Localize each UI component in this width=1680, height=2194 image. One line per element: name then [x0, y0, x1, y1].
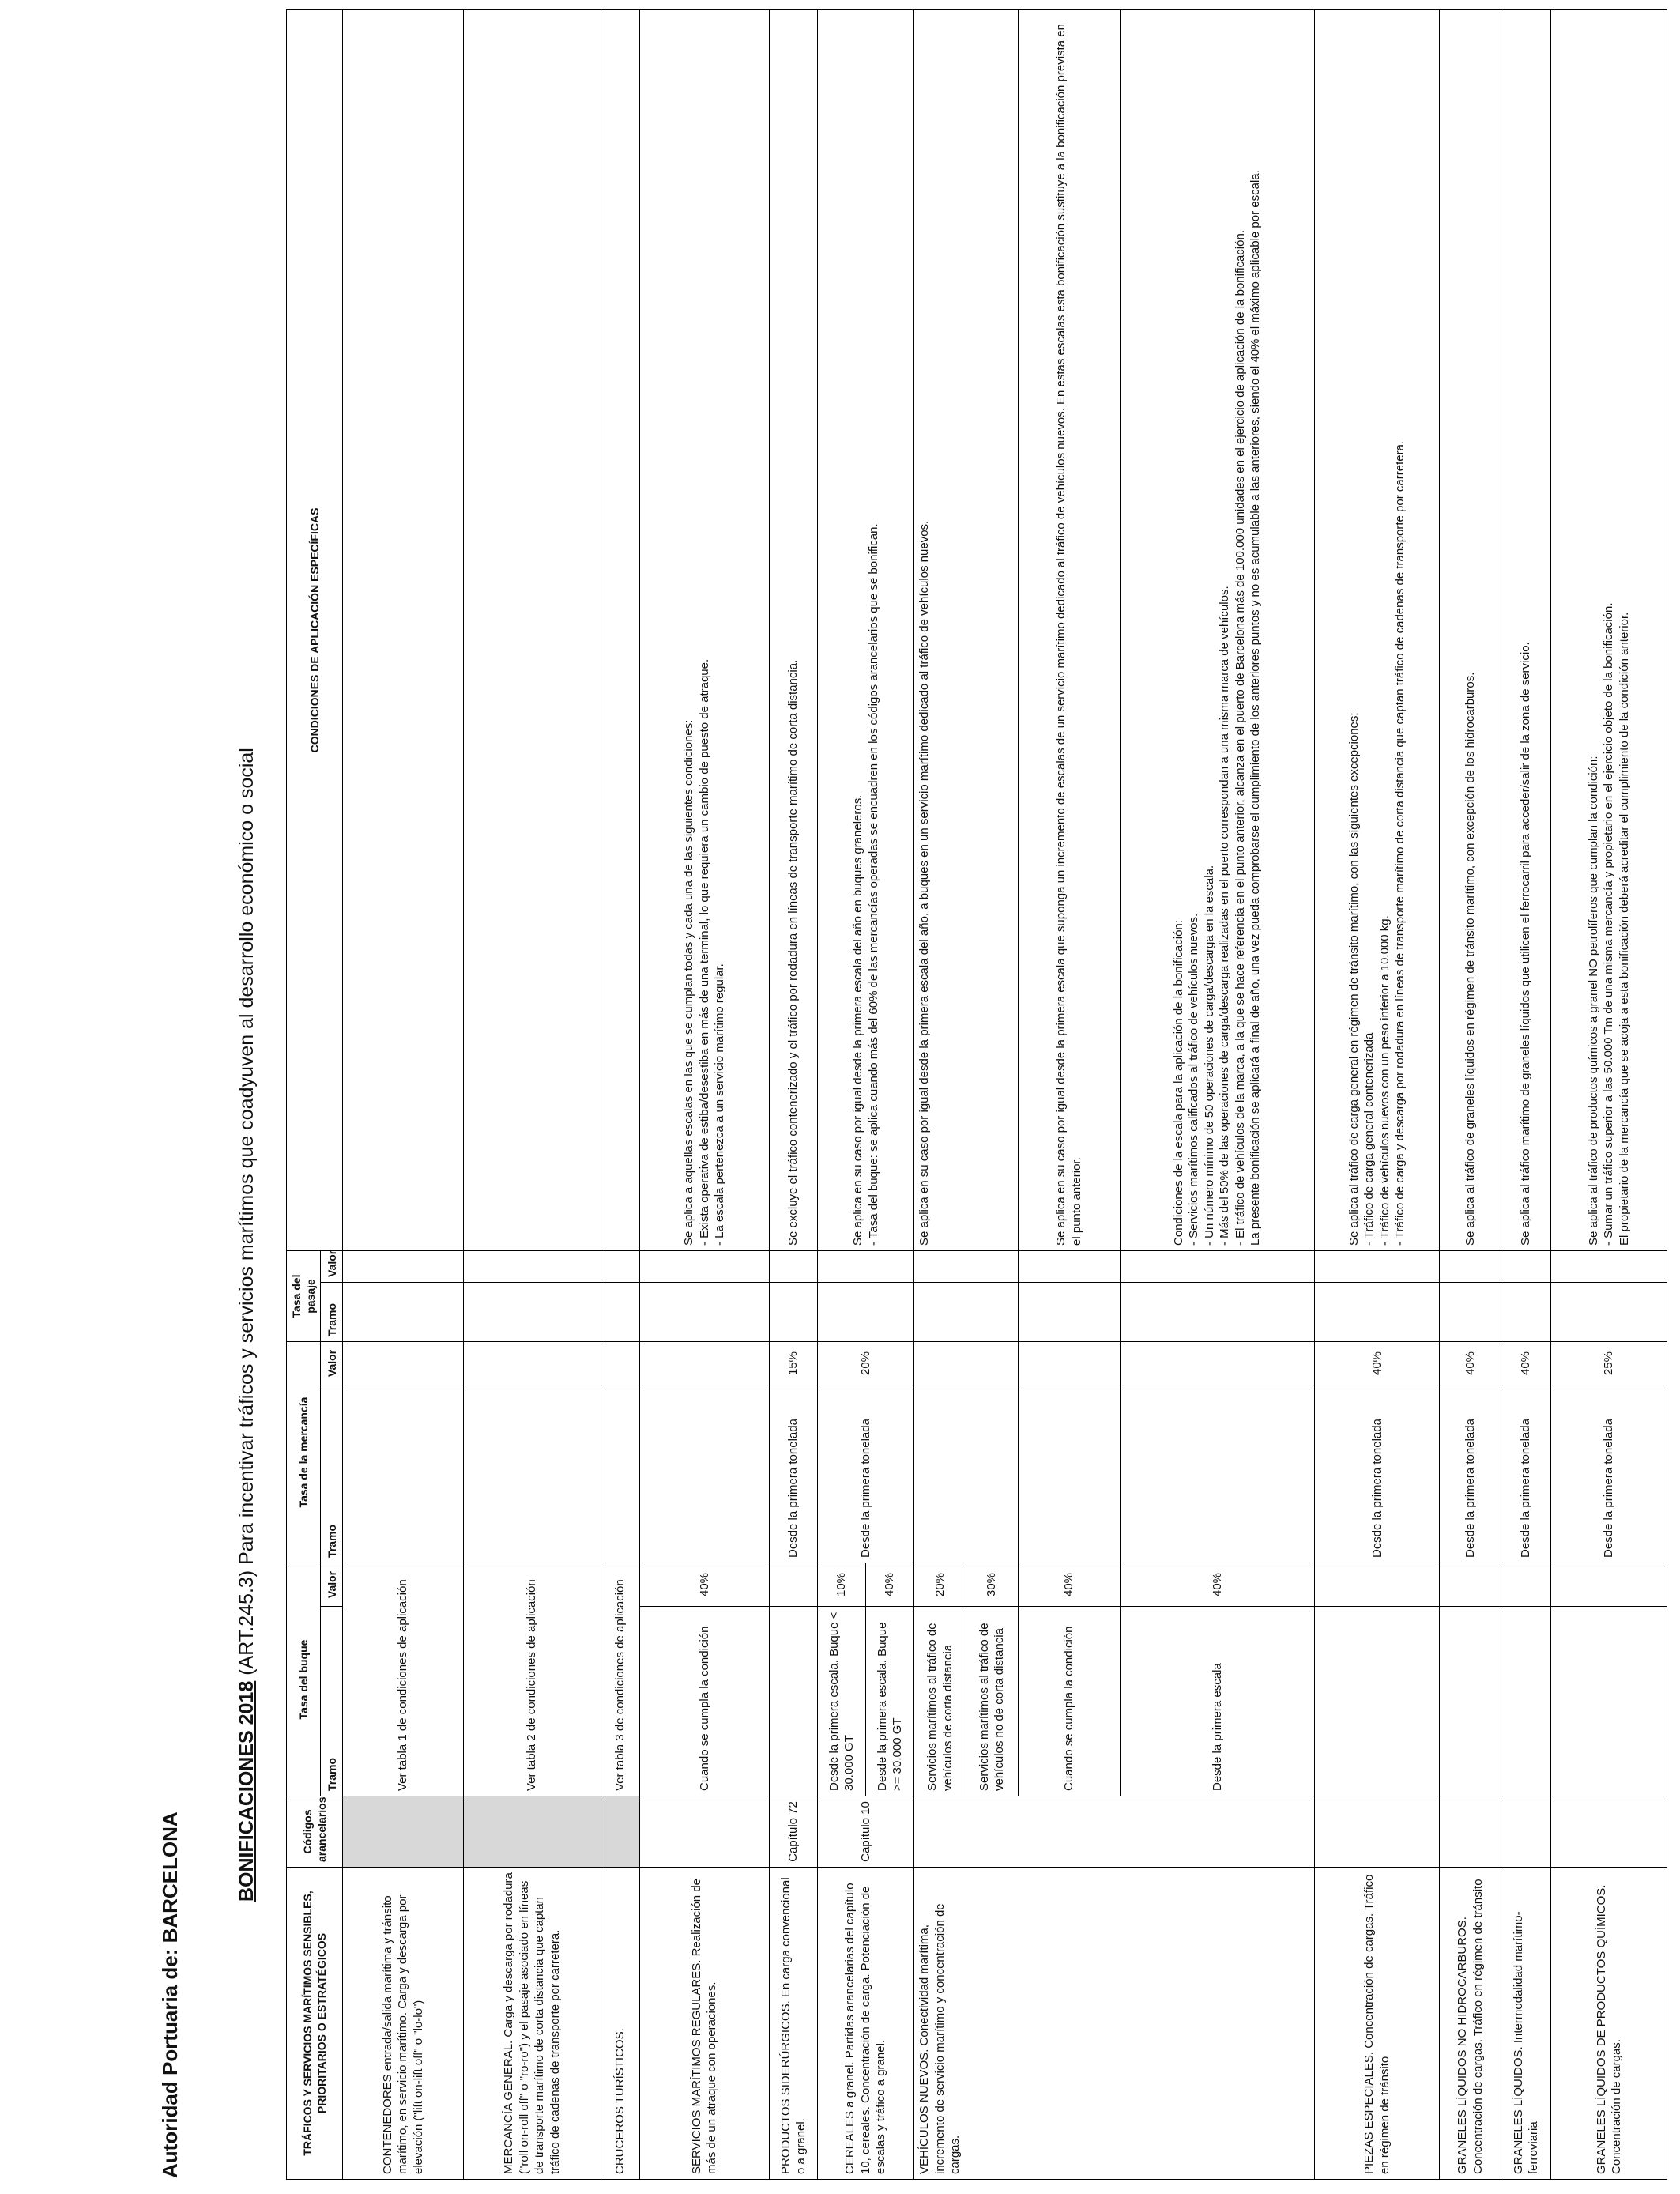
- condicion-line: - Tasa del buque: se aplica cuando más del 60% de las mercancías operadas se encuadren en los códigos arancelarios que se bonifican.: [866, 523, 880, 1246]
- pasaje-valor: [1018, 1250, 1120, 1282]
- codigo-cell: [1551, 1796, 1667, 1868]
- condiciones: [601, 9, 639, 1250]
- pasaje-valor: [1440, 1250, 1501, 1282]
- buque-tramo: Desde la primera escala: [1120, 1607, 1314, 1796]
- header-condiciones: CONDICIONES DE APLICACIÓN ESPECÍFICAS: [287, 9, 343, 1250]
- header-tasa-pasaje: Tasa del pasaje: [287, 1250, 321, 1341]
- trafico-servicios-regulares: SERVICIOS MARÍTIMOS REGULARES. Realización de más de un atraque con operaciones.: [639, 1868, 769, 2180]
- table-row: [601, 9, 639, 2179]
- header-merc-valor: Valor: [321, 1341, 343, 1385]
- merc-valor: [1018, 1341, 1120, 1385]
- header-traficos: TRÁFICOS Y SERVICIOS MARÍTIMOS SENSIBLES, PRIORITARIOS O ESTRATÉGICOS: [287, 1868, 343, 2180]
- condiciones: [818, 9, 914, 1250]
- merc-valor: [343, 1341, 464, 1385]
- header-row-1: [287, 9, 321, 2179]
- codigo-cell: [1315, 1796, 1440, 1868]
- condicion-line: - Exista operativa de estiba/desestiba en más de una terminal, lo que requiera un cambio de puesto de atraque.: [697, 658, 711, 1246]
- buque-tramo: [1315, 1607, 1440, 1796]
- table-row: [1551, 9, 1667, 2179]
- buque-tramo: Cuando se cumpla la condición: [639, 1607, 769, 1796]
- merc-valor: [639, 1341, 769, 1385]
- buque-valor: 40%: [866, 1563, 914, 1607]
- title-rest: (ART.245.3) Para incentivar tráficos y servicios marítimos que coadyuven al desarrollo económico o social: [235, 748, 258, 1681]
- codigo-cell: [1501, 1796, 1550, 1868]
- condicion-line: - El tráfico de vehículos de la marca, a la que se hace referencia en el punto anterior, alcanza en el puerto de Barcelona más de 100.000 unidades en el ejercicio de aplicación de la bonificación.: [1233, 230, 1247, 1246]
- table-row: [639, 9, 769, 2179]
- trafico-graneles-no-hidro: GRANELES LÍQUIDOS NO HIDROCARBUROS. Concentración de cargas. Tráfico en régimen de tránsito: [1440, 1868, 1501, 2180]
- condiciones: [1315, 9, 1440, 1250]
- buque-tramo: Ver tabla 1 de condiciones de aplicación: [343, 1563, 464, 1796]
- header-pasaje-tramo: Tramo: [321, 1282, 343, 1341]
- trafico-cruceros: CRUCEROS TURÍSTICOS.: [601, 1868, 639, 2180]
- condicion-line: - La escala pertenezca a un servicio marítimo regular.: [713, 963, 727, 1246]
- condiciones: Se aplica al tráfico marítimo de graneles líquidos que utilicen el ferrocarril para acceder/salir de la zona de servicio.: [1501, 9, 1550, 1250]
- buque-valor: 20%: [914, 1563, 966, 1607]
- pasaje-tramo: [601, 1282, 639, 1341]
- merc-tramo: [601, 1385, 639, 1563]
- condicion-line: Se aplica al tráfico de productos químicos a granel NO petrolíferos que cumplan la condición:: [1586, 756, 1600, 1246]
- condicion-line: Se aplica al tráfico de carga general en régimen de tránsito marítimo, con las siguientes excepciones:: [1347, 712, 1361, 1246]
- pasaje-valor: [914, 1250, 1018, 1282]
- buque-tramo: Ver tabla 3 de condiciones de aplicación: [601, 1563, 639, 1796]
- merc-valor: 40%: [1440, 1341, 1501, 1385]
- buque-tramo: Desde la primera escala. Buque >= 30.000 GT: [866, 1607, 914, 1796]
- pasaje-valor: [1120, 1250, 1314, 1282]
- buque-tramo: [1501, 1607, 1550, 1796]
- pasaje-valor: [1315, 1250, 1440, 1282]
- trafico-quimicos: GRANELES LÍQUIDOS DE PRODUCTOS QUÍMICOS. Concentración de cargas.: [1551, 1868, 1667, 2180]
- merc-tramo: Desde la primera tonelada: [818, 1385, 914, 1563]
- table-row: [1440, 9, 1501, 2179]
- codigo-cell: [463, 1796, 601, 1868]
- trafico-cereales: CEREALES a granel. Partidas arancelarias del capítulo 10, cereales. Concentración de carga. Potenciación de escalas y tráfico a granel.: [818, 1868, 914, 2180]
- merc-tramo: [463, 1385, 601, 1563]
- condiciones: [463, 9, 601, 1250]
- merc-valor: 20%: [818, 1341, 914, 1385]
- buque-valor: 40%: [1120, 1563, 1314, 1607]
- merc-tramo: [914, 1385, 1018, 1563]
- buque-tramo: Servicios marítimos al tráfico de vehículos no de corta distancia: [966, 1607, 1018, 1796]
- pasaje-tramo: [818, 1282, 914, 1341]
- authority-heading: Autoridad Portuaria de: BARCELONA: [158, 1811, 182, 2178]
- pasaje-valor: [1551, 1250, 1667, 1282]
- header-buque-tramo: Tramo: [321, 1607, 343, 1796]
- header-tasa-mercancia: Tasa de la mercancía: [287, 1341, 321, 1563]
- condiciones: [1120, 9, 1314, 1250]
- codigo-cell: [914, 1796, 1315, 1868]
- pasaje-valor: [601, 1250, 639, 1282]
- condiciones: Se aplica en su caso por igual desde la primera escala del año, a buques en un servicio marítimo dedicado al tráfico de vehículos nuevos.: [914, 9, 1018, 1250]
- buque-valor: 40%: [639, 1563, 769, 1607]
- header-buque-valor: Valor: [321, 1563, 343, 1607]
- pasaje-valor: [770, 1250, 818, 1282]
- title-main: BONIFICACIONES 2018: [235, 1680, 258, 1902]
- merc-tramo: Desde la primera tonelada: [770, 1385, 818, 1563]
- pasaje-valor: [818, 1250, 914, 1282]
- merc-valor: 40%: [1501, 1341, 1550, 1385]
- condiciones: [1551, 9, 1667, 1250]
- condiciones: Se aplica al tráfico de graneles líquidos en régimen de tránsito marítimo, con excepción de los hidrocarburos.: [1440, 9, 1501, 1250]
- condicion-line: El propietario de la mercancía que se acoja a esta bonificación deberá acreditar el cumplimiento de la condición anterior.: [1617, 612, 1631, 1246]
- condicion-line: - Más del 50% de las operaciones de carga/descarga realizadas en el puerto correspondan a una misma marca de vehículos.: [1218, 586, 1232, 1246]
- codigo-cell: [639, 1796, 769, 1868]
- codigo-cell: Capítulo 10: [818, 1796, 914, 1868]
- condicion-line: - Servicios marítimos calificados al tráfico de vehículos nuevos.: [1187, 913, 1201, 1246]
- pasaje-valor: [343, 1250, 464, 1282]
- table-row: [1501, 9, 1550, 2179]
- codigo-cell: [343, 1796, 464, 1868]
- buque-valor: [1315, 1563, 1440, 1607]
- pasaje-tramo: [343, 1282, 464, 1341]
- merc-tramo: [1018, 1385, 1120, 1563]
- merc-valor: 25%: [1551, 1341, 1667, 1385]
- pasaje-valor: [463, 1250, 601, 1282]
- header-merc-tramo: Tramo: [321, 1385, 343, 1563]
- pasaje-tramo: [1120, 1282, 1314, 1341]
- table-row: [343, 9, 464, 2179]
- condicion-line: Se aplica en su caso por igual desde la primera escala del año en buques graneleros.: [851, 794, 865, 1246]
- table-row: [1315, 9, 1440, 2179]
- merc-valor: [601, 1341, 639, 1385]
- trafico-contenedores: CONTENEDORES entrada/salida marítima y tránsito marítimo, en servicio marítimo. Carga y descarga por elevación ("lift on-lift off" o "lo-lo"): [343, 1868, 464, 2180]
- merc-valor: [1120, 1341, 1314, 1385]
- trafico-vehiculos-nuevos: VEHÍCULOS NUEVOS. Conectividad marítima, incremento de servicio marítimo y concentración de cargas.: [914, 1868, 1315, 2180]
- pasaje-tramo: [1440, 1282, 1501, 1341]
- pasaje-tramo: [1551, 1282, 1667, 1341]
- pasaje-valor: [639, 1250, 769, 1282]
- condicion-line: - Tráfico de carga general contenerizada: [1362, 1032, 1377, 1246]
- buque-tramo: [1440, 1607, 1501, 1796]
- header-codigos: Códigos arancelarios: [287, 1796, 343, 1868]
- merc-valor: 15%: [770, 1341, 818, 1385]
- pasaje-tramo: [1501, 1282, 1550, 1341]
- table-row: [463, 9, 601, 2179]
- condicion-line: - Tráfico de carga y descarga por rodadura en líneas de transporte marítimo de corta distancia que captan tráfico de cadenas de transporte por carretera.: [1393, 440, 1407, 1246]
- condiciones: [343, 9, 464, 1250]
- condicion-line: Condiciones de la escala para la aplicación de la bonificación:: [1171, 920, 1185, 1246]
- codigo-cell: Capítulo 72: [770, 1796, 818, 1868]
- merc-tramo: Desde la primera tonelada: [1315, 1385, 1440, 1563]
- merc-tramo: [343, 1385, 464, 1563]
- trafico-piezas-especiales: PIEZAS ESPECIALES. Concentración de cargas. Tráfico en régimen de tránsito: [1315, 1868, 1440, 2180]
- header-tasa-buque: Tasa del buque: [287, 1563, 321, 1796]
- codigo-cell: [1440, 1796, 1501, 1868]
- buque-tramo: [1551, 1607, 1667, 1796]
- merc-tramo: Desde la primera tonelada: [1440, 1385, 1501, 1563]
- merc-valor: [914, 1341, 1018, 1385]
- buque-tramo: Ver tabla 2 de condiciones de aplicación: [463, 1563, 601, 1796]
- trafico-siderurgicos: PRODUCTOS SIDERÚRGICOS. En carga convencional o a granel.: [770, 1868, 818, 2180]
- bonificaciones-table: [286, 9, 1667, 2180]
- merc-valor: 40%: [1315, 1341, 1440, 1385]
- buque-valor: [1440, 1563, 1501, 1607]
- pasaje-tramo: [770, 1282, 818, 1341]
- merc-tramo: [639, 1385, 769, 1563]
- merc-tramo: Desde la primera tonelada: [1551, 1385, 1667, 1563]
- condicion-line: Se aplica a aquellas escalas en las que se cumplan todas y cada una de las siguientes condiciones:: [682, 719, 696, 1246]
- pasaje-tramo: [1018, 1282, 1120, 1341]
- buque-valor: [1551, 1563, 1667, 1607]
- condiciones: Se aplica en su caso por igual desde la primera escala que suponga un incremento de escalas de un servicio marítimo dedicado al tráfico de vehículos nuevos. En estas escalas esta bonificación sustituye a la bonificación prevista en el punto anterior.: [1018, 9, 1120, 1250]
- codigo-cell: [601, 1796, 639, 1868]
- buque-tramo: Servicios marítimos al tráfico de vehículos de corta distancia: [914, 1607, 966, 1796]
- buque-valor: 40%: [1018, 1563, 1120, 1607]
- condicion-line: - Sumar un tráfico superior a las 50.000 Tm de una misma mercancía y propietario en el ejercicio objeto de la bonificación.: [1602, 602, 1616, 1246]
- buque-valor: [770, 1563, 818, 1607]
- trafico-graneles-ferroviaria: GRANELES LÍQUIDOS. Intermodalidad marítimo-ferroviaria: [1501, 1868, 1550, 2180]
- buque-tramo: Desde la primera escala. Buque < 30.000 GT: [818, 1607, 866, 1796]
- condicion-line: - Tráfico de vehículos nuevos con un peso inferior a 10.000 kg.: [1377, 915, 1392, 1246]
- pasaje-tramo: [639, 1282, 769, 1341]
- buque-valor: [1501, 1563, 1550, 1607]
- trafico-mercancia-general: MERCANCÍA GENERAL. Carga y descarga por rodadura ("roll on-roll off" o "ro-ro") y el pasaje asociado en líneas de transporte marítimo de corta distancia que captan tráfico de cadenas de transporte por carretera.: [463, 1868, 601, 2180]
- merc-tramo: [1120, 1385, 1314, 1563]
- buque-valor: 30%: [966, 1563, 1018, 1607]
- condiciones: [639, 9, 769, 1250]
- condiciones: Se excluye el tráfico contenerizado y el tráfico por rodadura en líneas de transporte marítimo de corta distancia.: [770, 9, 818, 1250]
- pasaje-tramo: [914, 1282, 1018, 1341]
- table-row: [770, 9, 818, 2179]
- pasaje-tramo: [1315, 1282, 1440, 1341]
- condicion-line: La presente bonificación se aplicará a final de año, una vez pueda comprobarse el cumplimiento de los anteriores puntos y no es acumulable a las anteriores, siendo el 40% el máximo aplicable por escala.: [1249, 170, 1263, 1246]
- table-row: [914, 9, 966, 2179]
- document-title: [235, 748, 258, 1902]
- table-row: [818, 9, 866, 2179]
- buque-tramo: [770, 1607, 818, 1796]
- buque-tramo: Cuando se cumpla la condición: [1018, 1607, 1120, 1796]
- buque-valor: 10%: [818, 1563, 866, 1607]
- pasaje-valor: [1501, 1250, 1550, 1282]
- merc-tramo: Desde la primera tonelada: [1501, 1385, 1550, 1563]
- condicion-line: - Un número mínimo de 50 operaciones de carga/descarga en la escala.: [1202, 865, 1216, 1246]
- header-pasaje-valor: Valor: [321, 1250, 343, 1282]
- pasaje-tramo: [463, 1282, 601, 1341]
- merc-valor: [463, 1341, 601, 1385]
